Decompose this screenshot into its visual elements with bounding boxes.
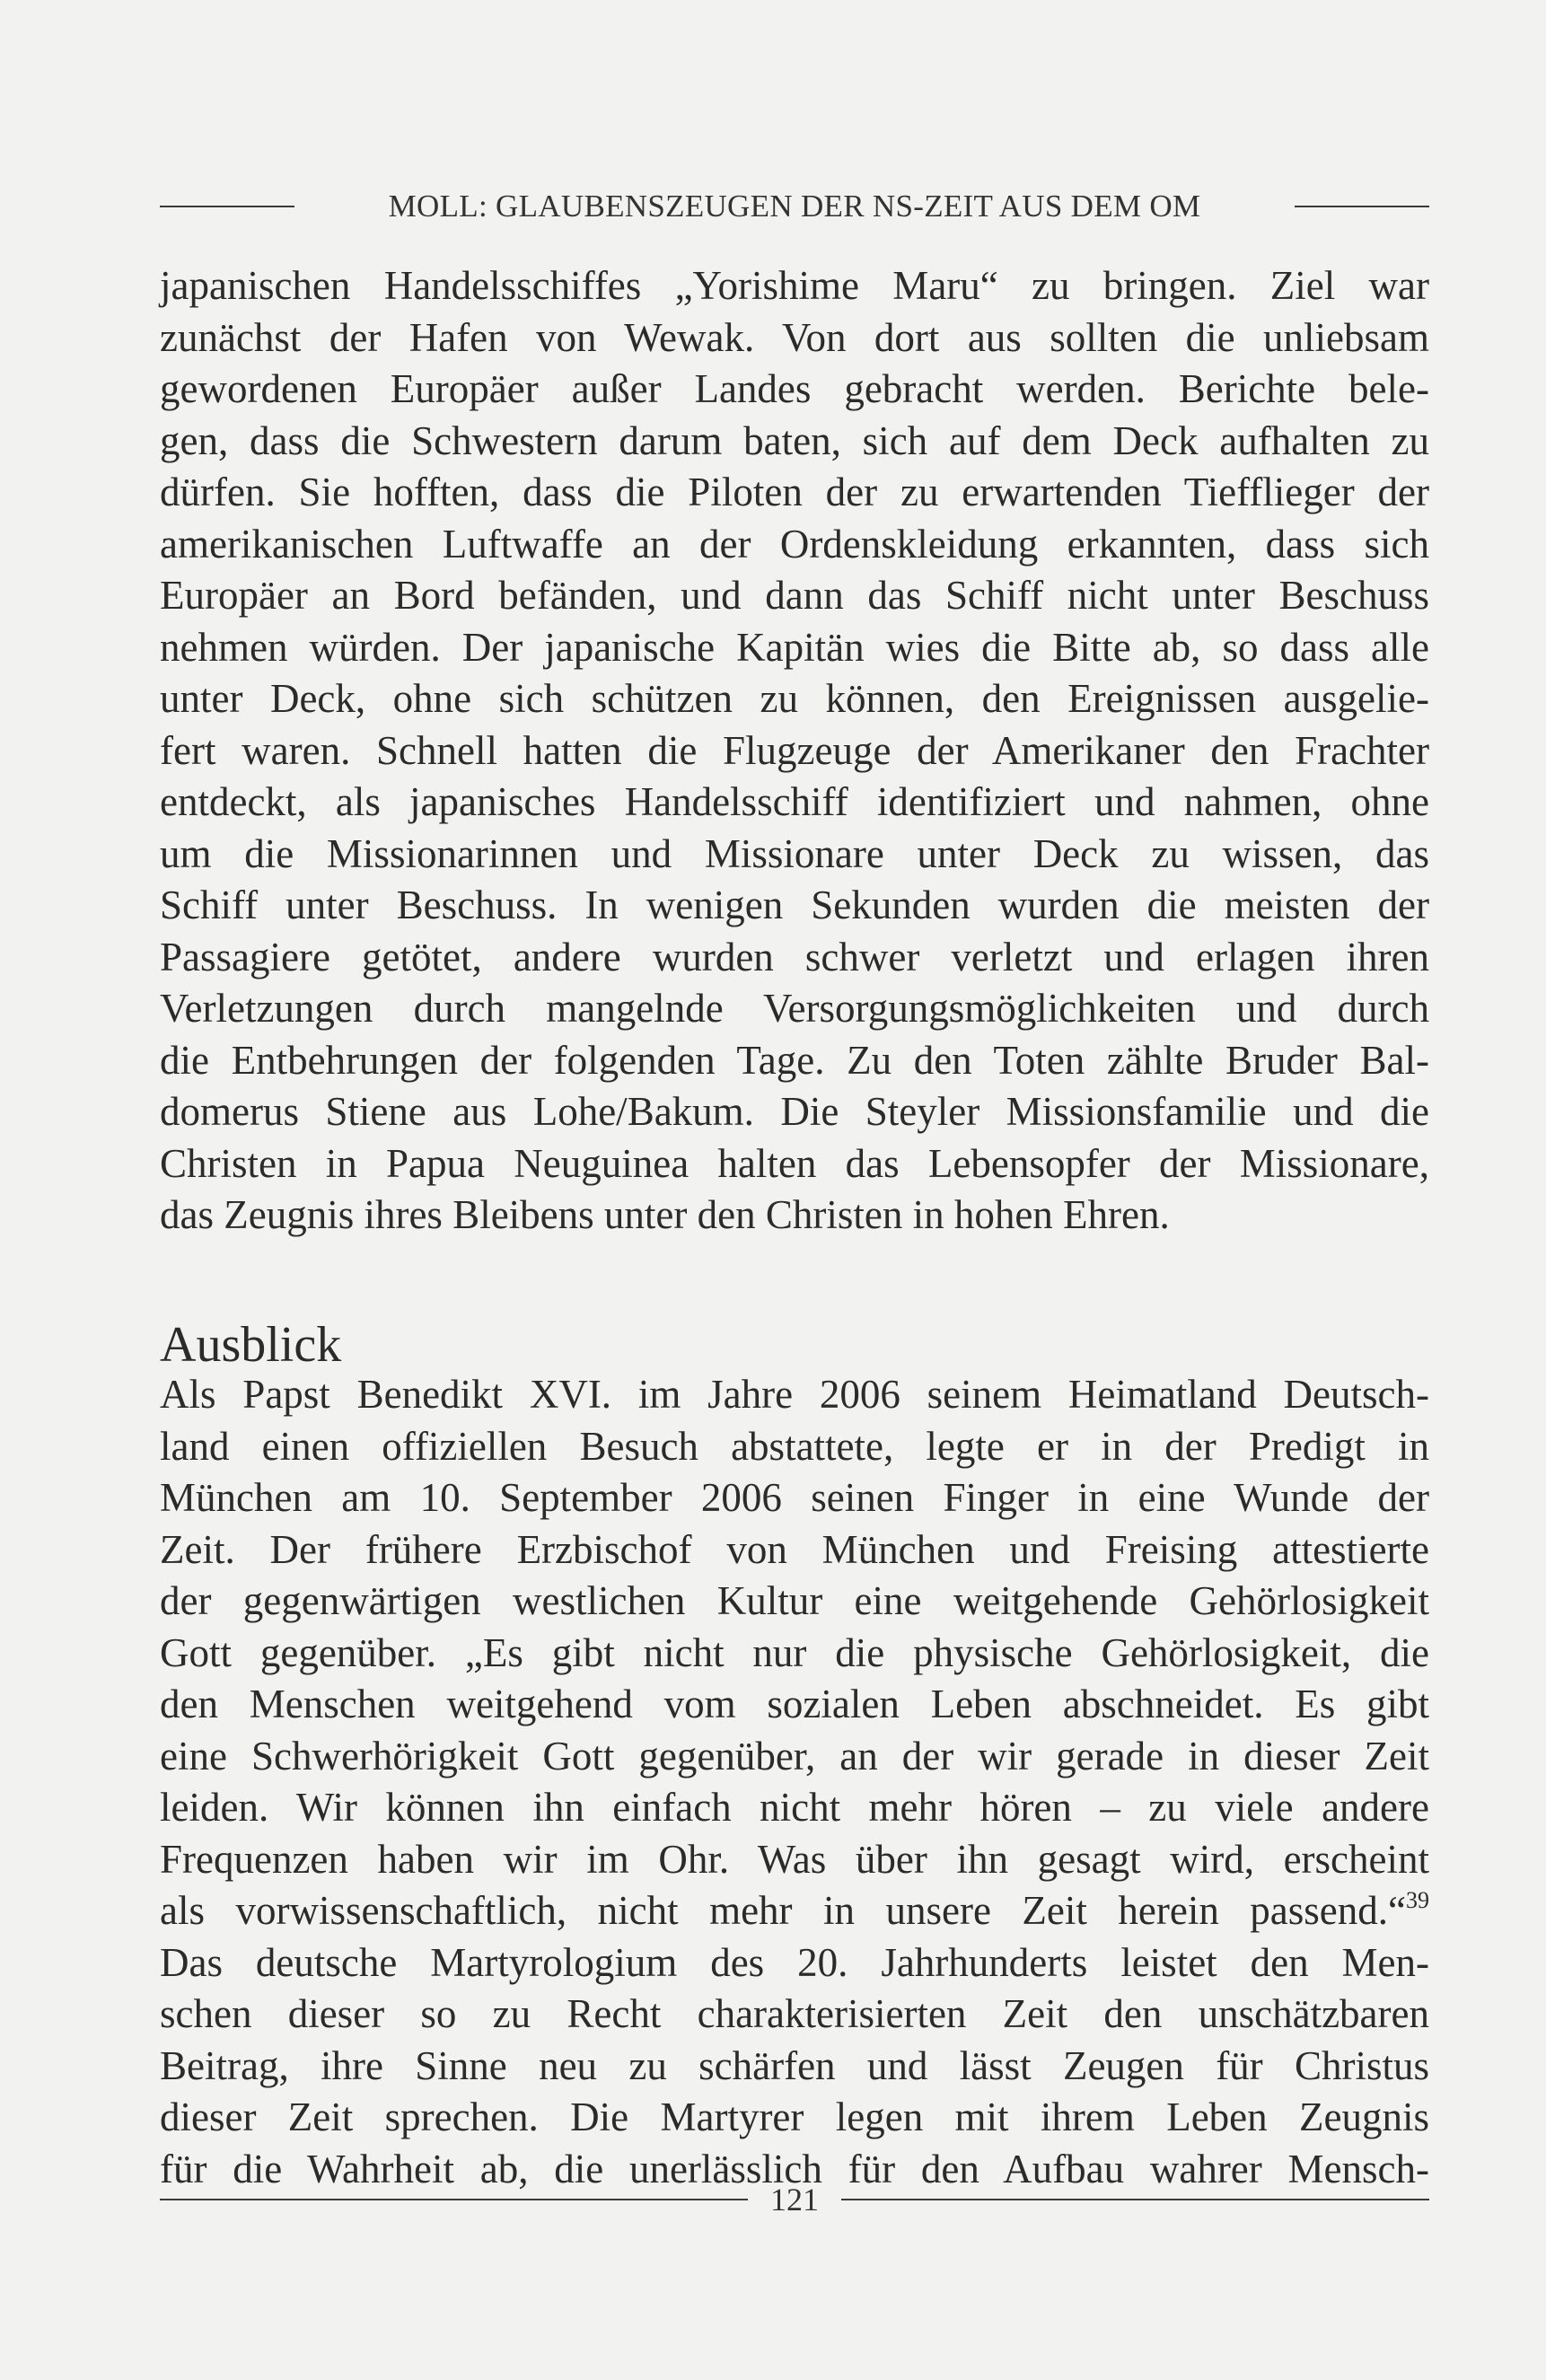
page-footer	[160, 2173, 1429, 2226]
text-line: amerikanischen Luftwaffe an der Ordenskleidung erkannten, dass sich	[160, 521, 1429, 566]
section-heading: Ausblick	[160, 1317, 342, 1373]
text-line: gen, dass die Schwestern darum baten, sich auf dem Deck aufhalten zu	[160, 417, 1429, 463]
text-line: den Menschen weitgehend vom sozialen Leben abschneidet. Es gibt	[160, 1682, 1429, 1726]
text-line: Gott gegenüber. „Es gibt nicht nur die physische Gehörlosigkeit, die	[160, 1629, 1429, 1675]
text-line: Als Papst Benedikt XVI. im Jahre 2006 seinem Heimatland Deutsch-	[160, 1372, 1429, 1417]
paragraph-continued	[160, 260, 1429, 1242]
quote-end-text: als vorwissenschaftlich, nicht mehr in unsere Zeit herein passend.“	[160, 1888, 1406, 1933]
running-head-rule-left	[160, 206, 294, 207]
footer-rule-left	[160, 2199, 748, 2200]
text-line: für die Wahrheit ab, die unerlässlich für den Aufbau wahrer Mensch-	[160, 2146, 1429, 2191]
text-line: Passagiere getötet, andere wurden schwer verletzt und erlagen ihren	[160, 934, 1429, 979]
text-line: unter Deck, ohne sich schützen zu können, den Ereignissen ausgelie-	[160, 676, 1429, 721]
section-paragraph	[160, 1369, 1429, 2195]
text-line: leiden. Wir können ihn einfach nicht mehr hören – zu viele andere	[160, 1785, 1429, 1830]
text-line: Schiff unter Beschuss. In wenigen Sekunden wurden die meisten der	[160, 883, 1429, 927]
text-line: land einen offiziellen Besuch abstattete, legte er in der Predigt in	[160, 1423, 1429, 1469]
text-line: München am 10. September 2006 seinen Finger in eine Wunde der	[160, 1475, 1429, 1520]
running-head	[160, 180, 1429, 233]
text-line: schen dieser so zu Recht charakterisierten Zeit den unschätzbaren	[160, 1991, 1429, 2036]
text-line: eine Schwerhörigkeit Gott gegenüber, an der wir gerade in dieser Zeit	[160, 1733, 1429, 1778]
text-line: Frequenzen haben wir im Ohr. Was über ihn gesagt wird, erscheint	[160, 1836, 1429, 1882]
text-line: fert waren. Schnell hatten die Flugzeuge der Amerikaner den Frachter	[160, 727, 1429, 773]
text-line: Verletzungen durch mangelnde Versorgungsmöglichkeiten und durch	[160, 986, 1429, 1031]
text-line: dieser Zeit sprechen. Die Martyrer legen mit ihrem Leben Zeugnis	[160, 2095, 1429, 2139]
text-line: Das deutsche Martyrologium des 20. Jahrhunderts leistet den Men-	[160, 1939, 1429, 1985]
page-number: 121	[770, 2182, 819, 2218]
text-line: dürfen. Sie hofften, dass die Piloten der zu erwartenden Tiefflieger der	[160, 470, 1429, 514]
text-line: Beitrag, ihre Sinne neu zu schärfen und lässt Zeugen für Christus	[160, 2042, 1429, 2088]
text-line-with-footnote	[160, 1885, 1429, 1937]
text-line: Christen in Papua Neuguinea halten das Lebensopfer der Missionare,	[160, 1140, 1429, 1186]
text-line: nehmen würden. Der japanische Kapitän wies die Bitte ab, so dass alle	[160, 624, 1429, 670]
footnote-reference: 39	[1406, 1887, 1429, 1913]
running-head-title: MOLL: GLAUBENSZEUGEN DER NS-ZEIT AUS DEM OM	[388, 189, 1201, 224]
text-line: gewordenen Europäer außer Landes gebracht werden. Berichte bele-	[160, 366, 1429, 411]
text-line: entdeckt, als japanisches Handelsschiff identifiziert und nahmen, ohne	[160, 779, 1429, 824]
text-line: Europäer an Bord befänden, und dann das Schiff nicht unter Beschuss	[160, 573, 1429, 618]
footer-rule-right	[841, 2199, 1429, 2200]
text-line: der gegenwärtigen westlichen Kultur eine weitgehende Gehörlosigkeit	[160, 1578, 1429, 1623]
text-line: japanischen Handelsschiffes „Yorishime Maru“ zu bringen. Ziel war	[160, 263, 1429, 308]
running-head-rule-right	[1295, 206, 1429, 207]
text-line: das Zeugnis ihres Bleibens unter den Christen in hohen Ehren.	[160, 1192, 1170, 1237]
text-line: zunächst der Hafen von Wewak. Von dort aus sollten die unliebsam	[160, 314, 1429, 360]
text-line: um die Missionarinnen und Missionare unter Deck zu wissen, das	[160, 830, 1429, 876]
text-line: Zeit. Der frühere Erzbischof von München und Freising attestierte	[160, 1526, 1429, 1572]
text-line: die Entbehrungen der folgenden Tage. Zu den Toten zählte Bruder Bal-	[160, 1037, 1429, 1083]
text-line: domerus Stiene aus Lohe/Bakum. Die Steyler Missionsfamilie und die	[160, 1089, 1429, 1134]
